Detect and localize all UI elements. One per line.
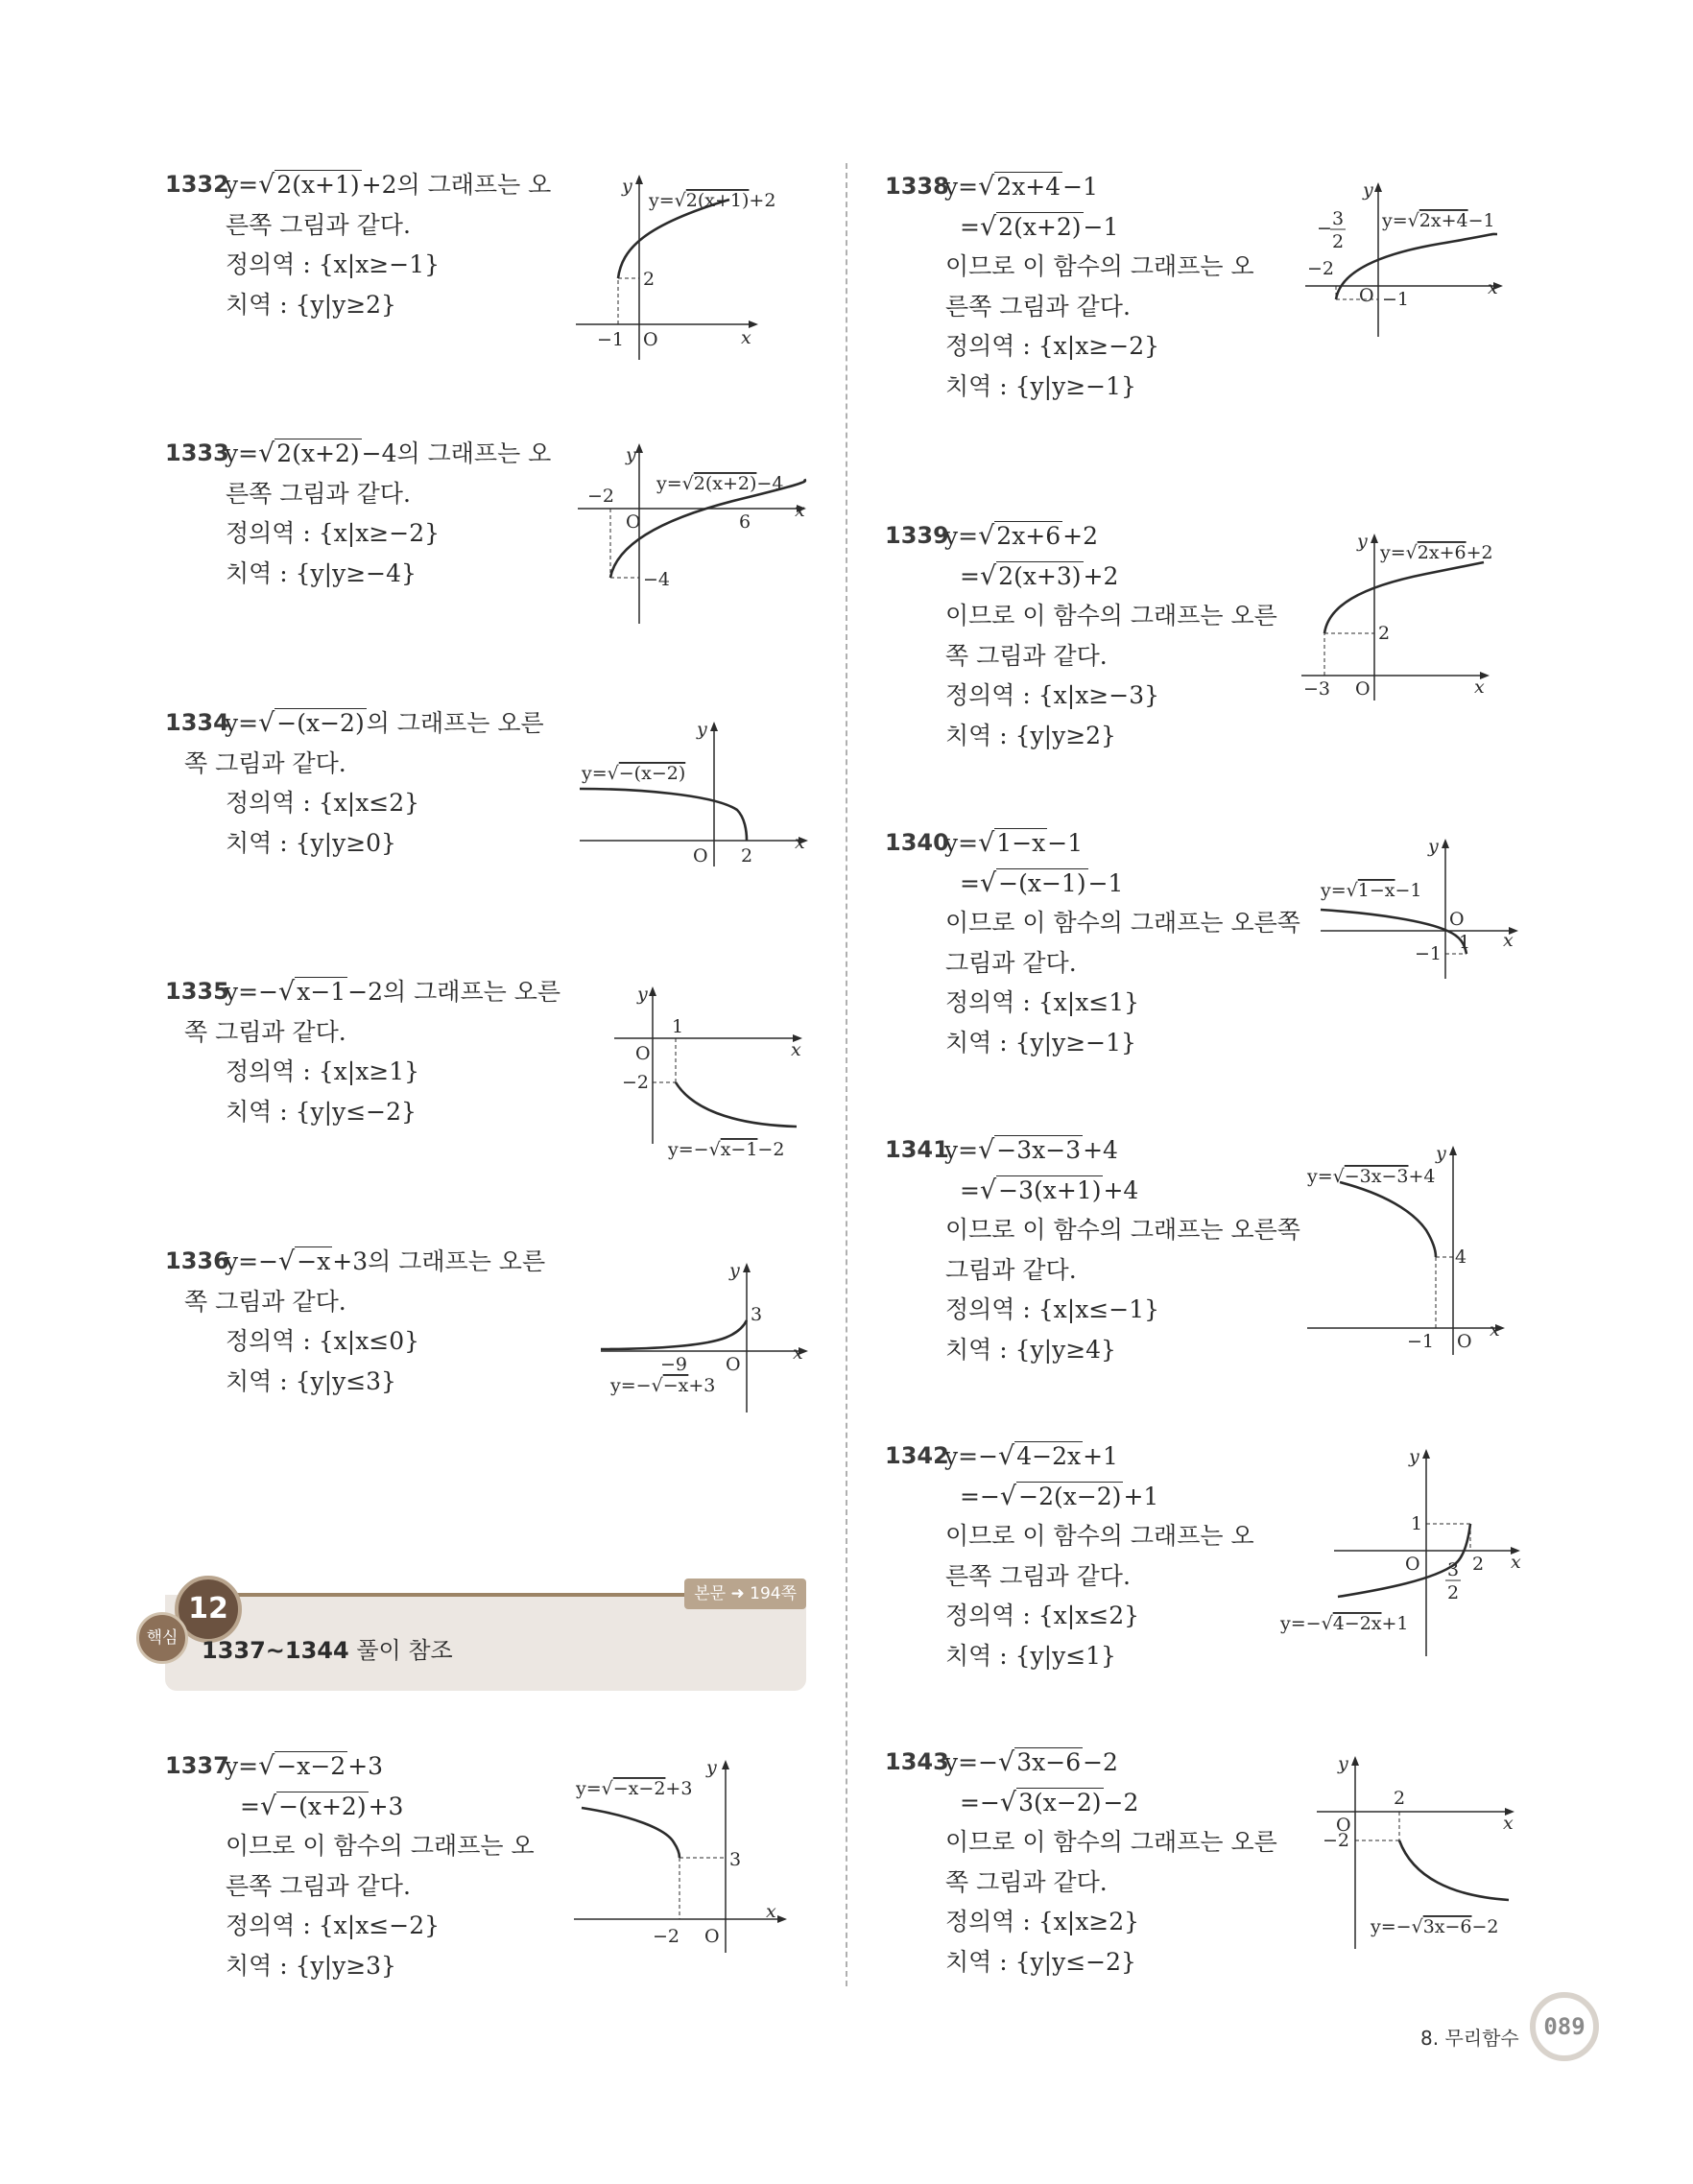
tick-y: 3 — [729, 1849, 742, 1870]
expr-post: −1 — [1087, 868, 1124, 897]
banner-range: 1337~1344 — [202, 1637, 349, 1664]
problem-1341: 1341 y=√−3x−3+4 =√−3(x+1)+4 이므로 이 함수의 그래프는 오른쪽 그림과 같다. 정의역 : {x|x≤−1} 치역 : {y|y≥4} — [885, 1130, 1300, 1369]
y-label: y — [1338, 1753, 1348, 1774]
expr-post: +3 — [368, 1792, 404, 1820]
tick-x: −1 — [597, 329, 625, 350]
tick-y: 4 — [1455, 1246, 1467, 1268]
frac-num: 3 — [1332, 208, 1345, 229]
expr-post: +3 — [347, 1752, 384, 1780]
text-line: 그림과 같다. — [945, 948, 1077, 977]
tick-x: 2 — [1394, 1788, 1406, 1809]
frac-sign: − — [1317, 218, 1332, 239]
origin-label: O — [626, 511, 641, 533]
domain-text: 정의역 : {x|x≤1} — [945, 988, 1140, 1016]
problem-1342: 1342 y=−√4−2x+1 =−√−2(x−2)+1 이므로 이 함수의 그래프는 오 른쪽 그림과 같다. 정의역 : {x|x≤2} 치역 : {y|y≤1} — [885, 1436, 1254, 1675]
expr-radicand: −(x−2) — [276, 709, 365, 737]
graph-1342 — [1280, 1445, 1532, 1662]
expr-radicand: −3x−3 — [996, 1136, 1082, 1164]
expr-radicand: 2(x+1) — [276, 171, 360, 199]
graph-1339 — [1301, 530, 1532, 702]
expr-pre: y=− — [944, 1442, 999, 1470]
expr-pre: y= — [944, 522, 979, 550]
graph-1333 — [578, 441, 808, 633]
problem-number: 1340 — [885, 829, 949, 856]
expr-pre: y= — [225, 171, 259, 199]
curve — [582, 1808, 680, 1858]
expr-radicand: −x — [297, 1247, 331, 1275]
problem-number: 1342 — [885, 1442, 949, 1469]
x-label: x — [1490, 1319, 1500, 1341]
banner-number: 12 — [175, 1576, 242, 1643]
tick-x: −3 — [1303, 678, 1331, 700]
expr-post: 의 그래프는 오른 — [366, 709, 544, 737]
expr-radicand: −2(x−2) — [1018, 1482, 1122, 1510]
x-label: x — [795, 832, 805, 853]
expr-radicand: 3x−6 — [1016, 1748, 1082, 1776]
graph-1343 — [1317, 1752, 1524, 1954]
range-text: 치역 : {y|y≥−1} — [945, 1028, 1136, 1056]
page-number: 089 — [1530, 1992, 1599, 2061]
expr-pre: y=− — [225, 978, 279, 1006]
expr-radicand: −3(x+1) — [998, 1175, 1102, 1204]
tick-y: −2 — [622, 1072, 650, 1093]
curve-label: y=√1−x−1 — [1321, 880, 1422, 901]
expr-post: −1 — [1083, 212, 1119, 241]
tick-x: −2 — [653, 1926, 680, 1947]
text-line: 이므로 이 함수의 그래프는 오른쪽 — [945, 1216, 1300, 1244]
origin-label: O — [704, 1926, 720, 1947]
tick-x: 2 — [741, 845, 753, 866]
domain-text: 정의역 : {x|x≤2} — [226, 789, 420, 817]
expr-post: +1 — [1123, 1482, 1159, 1510]
x-label: x — [1474, 677, 1485, 698]
problem-1332: 1332 y=√2(x+1)+2의 그래프는 오 른쪽 그림과 같다. 정의역 : {x|x≥−1} 치역 : {y|y≥2} — [165, 165, 551, 324]
y-label: y — [1409, 1446, 1419, 1467]
x-label: x — [1488, 277, 1498, 298]
problem-number: 1337 — [165, 1752, 229, 1779]
y-label: y — [706, 1757, 717, 1778]
expr-post: −2의 그래프는 오른 — [347, 978, 561, 1006]
problem-number: 1333 — [165, 439, 229, 466]
graph-1338 — [1305, 178, 1516, 342]
expr-pre: = — [960, 1175, 980, 1204]
problem-number: 1341 — [885, 1136, 949, 1163]
tick-y: −4 — [643, 569, 671, 590]
text-line: 그림과 같다. — [945, 1255, 1077, 1284]
problem-number: 1339 — [885, 522, 949, 549]
text-line: 쪽 그림과 같다. — [184, 1287, 346, 1316]
tick-y: −1 — [1415, 943, 1443, 964]
origin-label: O — [1449, 909, 1465, 930]
problem-1335: 1335 y=−√x−1−2의 그래프는 오른 쪽 그림과 같다. 정의역 : {x|x≥1} 치역 : {y|y≤−2} — [165, 972, 560, 1131]
curve — [618, 200, 729, 278]
origin-label: O — [1457, 1331, 1472, 1352]
expr-radicand: 2(x+2) — [998, 212, 1082, 241]
domain-text: 정의역 : {x|x≥−3} — [945, 681, 1159, 709]
expr-pre: y= — [944, 1136, 979, 1164]
tick-y: 1 — [1411, 1513, 1423, 1534]
tick-x: −1 — [1407, 1331, 1435, 1352]
graph-1341 — [1307, 1142, 1518, 1363]
expr-pre: y= — [944, 829, 979, 857]
graph-1332 — [576, 173, 797, 365]
frac-num: 3 — [1447, 1559, 1460, 1580]
range-text: 치역 : {y|y≥2} — [945, 721, 1116, 749]
tick-x: −9 — [660, 1354, 688, 1375]
y-label: y — [637, 984, 648, 1005]
problem-number: 1332 — [165, 171, 229, 198]
text-line: 이므로 이 함수의 그래프는 오른 — [945, 602, 1277, 629]
expr-post: +3의 그래프는 오른 — [332, 1247, 546, 1275]
expr-pre: y=− — [944, 1748, 999, 1776]
chapter-footer: 8. 무리함수 — [1420, 2027, 1519, 2050]
expr-radicand: 1−x — [996, 829, 1046, 857]
problem-number: 1336 — [165, 1247, 229, 1274]
text-line: 른쪽 그림과 같다. — [226, 479, 411, 508]
x-label: x — [791, 1039, 801, 1060]
origin-label: O — [1355, 678, 1371, 700]
text-line: 이므로 이 함수의 그래프는 오 — [945, 1522, 1254, 1550]
expr-radicand: 2x+6 — [996, 522, 1061, 550]
y-label: y — [626, 444, 636, 465]
y-label: y — [697, 719, 707, 740]
expr-pre: y= — [225, 439, 259, 467]
domain-text: 정의역 : {x|x≤0} — [226, 1327, 420, 1355]
range-text: 치역 : {y|y≥4} — [945, 1335, 1116, 1364]
problem-1338: 1338 y=√2x+4−1 =√2(x+2)−1 이므로 이 함수의 그래프는 오 른쪽 그림과 같다. 정의역 : {x|x≥−2} 치역 : {y|y≥−1} — [885, 167, 1254, 406]
range-text: 치역 : {y|y≤3} — [226, 1366, 396, 1395]
domain-text: 정의역 : {x|x≤2} — [945, 1602, 1140, 1629]
text-line: 쪽 그림과 같다. — [945, 641, 1108, 670]
tick-y: 3 — [751, 1304, 763, 1325]
curve — [1340, 1182, 1436, 1257]
tick-y: 2 — [1378, 623, 1391, 644]
expr-post: +4 — [1103, 1175, 1139, 1204]
tick-y: 2 — [643, 269, 656, 290]
expr-radicand: x−1 — [297, 978, 346, 1006]
curve-label: y=−√3x−6−2 — [1371, 1916, 1499, 1937]
frac-den: 2 — [1332, 231, 1345, 252]
curve-label: y=√2(x+1)+2 — [649, 190, 776, 211]
y-label: y — [622, 176, 632, 197]
tick-x: 1 — [1459, 932, 1471, 953]
problem-1336: 1336 y=−√−x+3의 그래프는 오른 쪽 그림과 같다. 정의역 : {x|x≤0} 치역 : {y|y≤3} — [165, 1242, 545, 1401]
curve-label: y=√−x−2+3 — [576, 1778, 693, 1799]
y-label: y — [729, 1260, 740, 1281]
origin-label: O — [635, 1043, 651, 1064]
expr-pre: = — [960, 212, 980, 241]
tick-x: 2 — [1472, 1554, 1485, 1575]
graph-1336 — [601, 1259, 812, 1422]
x-label: x — [1503, 1813, 1514, 1834]
expr-post: −1 — [1047, 829, 1084, 857]
tick-y: −2 — [1323, 1830, 1350, 1851]
origin-label: O — [643, 329, 658, 350]
y-label: y — [1357, 531, 1368, 552]
banner-text — [202, 1631, 453, 1665]
x-label: x — [795, 500, 805, 521]
y-label: y — [1363, 179, 1373, 201]
curve — [580, 789, 747, 841]
origin-label: O — [1405, 1554, 1420, 1575]
range-text: 치역 : {y|y≤−2} — [945, 1947, 1136, 1976]
curve — [1321, 910, 1466, 954]
problem-number: 1343 — [885, 1748, 949, 1775]
text-line: 른쪽 그림과 같다. — [226, 210, 411, 239]
x-label: x — [793, 1342, 803, 1364]
x-label: x — [741, 327, 751, 348]
text-line: 쪽 그림과 같다. — [945, 1867, 1108, 1896]
expr-post: −2 — [1103, 1788, 1139, 1816]
range-text: 치역 : {y|y≥−4} — [226, 558, 417, 587]
y-label: y — [1428, 836, 1439, 857]
expr-pre: = — [240, 1792, 260, 1820]
range-text: 치역 : {y|y≥−1} — [945, 371, 1136, 400]
problem-1339: 1339 y=√2x+6+2 =√2(x+3)+2 이므로 이 함수의 그래프는 오른 쪽 그림과 같다. 정의역 : {x|x≥−3} 치역 : {y|y≥2} — [885, 516, 1277, 755]
text-line: 쪽 그림과 같다. — [184, 748, 346, 777]
expr-radicand: −(x−1) — [998, 868, 1086, 897]
expr-pre: = — [960, 561, 980, 590]
expr-post: −2 — [1083, 1748, 1118, 1776]
banner-ref: 본문 ➜ 194쪽 — [684, 1579, 806, 1609]
expr-pre: y= — [225, 709, 259, 737]
tick-y: −1 — [1382, 289, 1410, 310]
curve-label: y=√−(x−2) — [582, 763, 686, 784]
expr-pre: y= — [944, 173, 979, 201]
banner-tag: 핵심 — [136, 1612, 188, 1664]
problem-1343: 1343 y=−√3x−6−2 =−√3(x−2)−2 이므로 이 함수의 그래프는 오른 쪽 그림과 같다. 정의역 : {x|x≥2} 치역 : {y|y≤−2} — [885, 1743, 1277, 1982]
range-text: 치역 : {y|y≤1} — [945, 1641, 1116, 1670]
range-text: 치역 : {y|y≥2} — [226, 290, 396, 319]
expr-pre: y= — [225, 1752, 259, 1780]
curve — [676, 1082, 797, 1127]
problem-number: 1335 — [165, 978, 229, 1005]
domain-text: 정의역 : {x|x≥2} — [945, 1908, 1140, 1935]
curve — [601, 1320, 747, 1349]
expr-post: −4의 그래프는 오 — [361, 439, 552, 467]
curve-label: y=−√4−2x+1 — [1280, 1613, 1409, 1634]
curve-label: y=√−3x−3+4 — [1307, 1166, 1436, 1187]
expr-post: +2 — [1083, 561, 1119, 590]
origin-label: O — [693, 845, 708, 866]
graph-1337 — [574, 1756, 795, 1958]
curve-label: y=√2(x+2)−4 — [656, 473, 784, 494]
text-line: 이므로 이 함수의 그래프는 오 — [226, 1832, 535, 1860]
x-label: x — [1503, 930, 1514, 951]
expr-radicand: 2(x+2) — [276, 439, 360, 467]
problem-1340: 1340 y=√1−x−1 =√−(x−1)−1 이므로 이 함수의 그래프는 오른쪽 그림과 같다. 정의역 : {x|x≤1} 치역 : {y|y≥−1} — [885, 823, 1300, 1062]
origin-label: O — [1336, 1815, 1351, 1836]
expr-pre: = — [960, 868, 980, 897]
expr-radicand: −(x+2) — [278, 1792, 367, 1820]
problem-number: 1338 — [885, 173, 949, 200]
graph-1334 — [580, 718, 810, 871]
text-line: 른쪽 그림과 같다. — [945, 292, 1131, 320]
tick-x: 1 — [672, 1016, 684, 1037]
text-line: 른쪽 그림과 같다. — [945, 1561, 1131, 1590]
curve-label: y=−√−x+3 — [610, 1375, 716, 1396]
domain-text: 정의역 : {x|x≤−1} — [945, 1295, 1159, 1323]
expr-radicand: 3(x−2) — [1018, 1788, 1102, 1816]
frac-den: 2 — [1447, 1582, 1460, 1603]
expr-pre: y=− — [225, 1247, 279, 1275]
y-label: y — [1436, 1143, 1446, 1164]
domain-text: 정의역 : {x|x≥−1} — [226, 250, 440, 278]
banner-desc: 풀이 참조 — [348, 1637, 453, 1664]
tick-x1: −2 — [587, 486, 615, 507]
expr-radicand: 4−2x — [1016, 1442, 1082, 1470]
tick-x2: 6 — [739, 511, 751, 533]
text-line: 이므로 이 함수의 그래프는 오른 — [945, 1828, 1277, 1856]
domain-text: 정의역 : {x|x≤−2} — [226, 1911, 440, 1939]
tick-x: −2 — [1307, 258, 1335, 279]
text-line: 쪽 그림과 같다. — [184, 1017, 346, 1046]
problem-number: 1334 — [165, 709, 229, 736]
origin-label: O — [1359, 285, 1374, 306]
text-line: 이므로 이 함수의 그래프는 오른쪽 — [945, 909, 1300, 937]
domain-text: 정의역 : {x|x≥−2} — [945, 332, 1159, 360]
column-divider — [846, 163, 847, 1986]
curve-label: y=−√x−1−2 — [668, 1139, 785, 1160]
section-banner — [146, 1583, 806, 1691]
expr-pre: =− — [960, 1482, 1000, 1510]
text-line: 른쪽 그림과 같다. — [226, 1871, 411, 1900]
graph-1340 — [1321, 835, 1532, 988]
expr-radicand: 2x+4 — [996, 173, 1061, 201]
domain-text: 정의역 : {x|x≥1} — [226, 1057, 420, 1085]
x-label: x — [766, 1901, 776, 1922]
expr-post: +2의 그래프는 오 — [361, 171, 552, 199]
problem-1333: 1333 y=√2(x+2)−4의 그래프는 오 른쪽 그림과 같다. 정의역 : {x|x≥−2} 치역 : {y|y≥−4} — [165, 434, 551, 593]
expr-post: +2 — [1062, 522, 1099, 550]
range-text: 치역 : {y|y≥3} — [226, 1951, 396, 1980]
origin-label: O — [726, 1354, 741, 1375]
expr-post: −1 — [1062, 173, 1099, 201]
expr-radicand: 2(x+3) — [998, 561, 1082, 590]
range-text: 치역 : {y|y≥0} — [226, 828, 396, 857]
curve — [1399, 1840, 1509, 1900]
problem-1337: 1337 y=√−x−2+3 =√−(x+2)+3 이므로 이 함수의 그래프는 오 른쪽 그림과 같다. 정의역 : {x|x≤−2} 치역 : {y|y≥3} — [165, 1746, 535, 1985]
text-line: 이므로 이 함수의 그래프는 오 — [945, 252, 1254, 280]
domain-text: 정의역 : {x|x≥−2} — [226, 519, 440, 547]
range-text: 치역 : {y|y≤−2} — [226, 1097, 417, 1126]
expr-pre: =− — [960, 1788, 1000, 1816]
problem-1334: 1334 y=√−(x−2)의 그래프는 오른 쪽 그림과 같다. 정의역 : {x|x≤2} 치역 : {y|y≥0} — [165, 703, 544, 863]
curve — [1324, 562, 1484, 633]
curve-label: y=√2x+4−1 — [1382, 210, 1495, 231]
expr-post: +4 — [1083, 1136, 1118, 1164]
expr-post: +1 — [1083, 1442, 1118, 1470]
x-label: x — [1511, 1552, 1521, 1573]
expr-radicand: −x−2 — [276, 1752, 346, 1780]
graph-1335 — [614, 983, 806, 1165]
curve-label: y=√2x+6+2 — [1380, 542, 1493, 563]
